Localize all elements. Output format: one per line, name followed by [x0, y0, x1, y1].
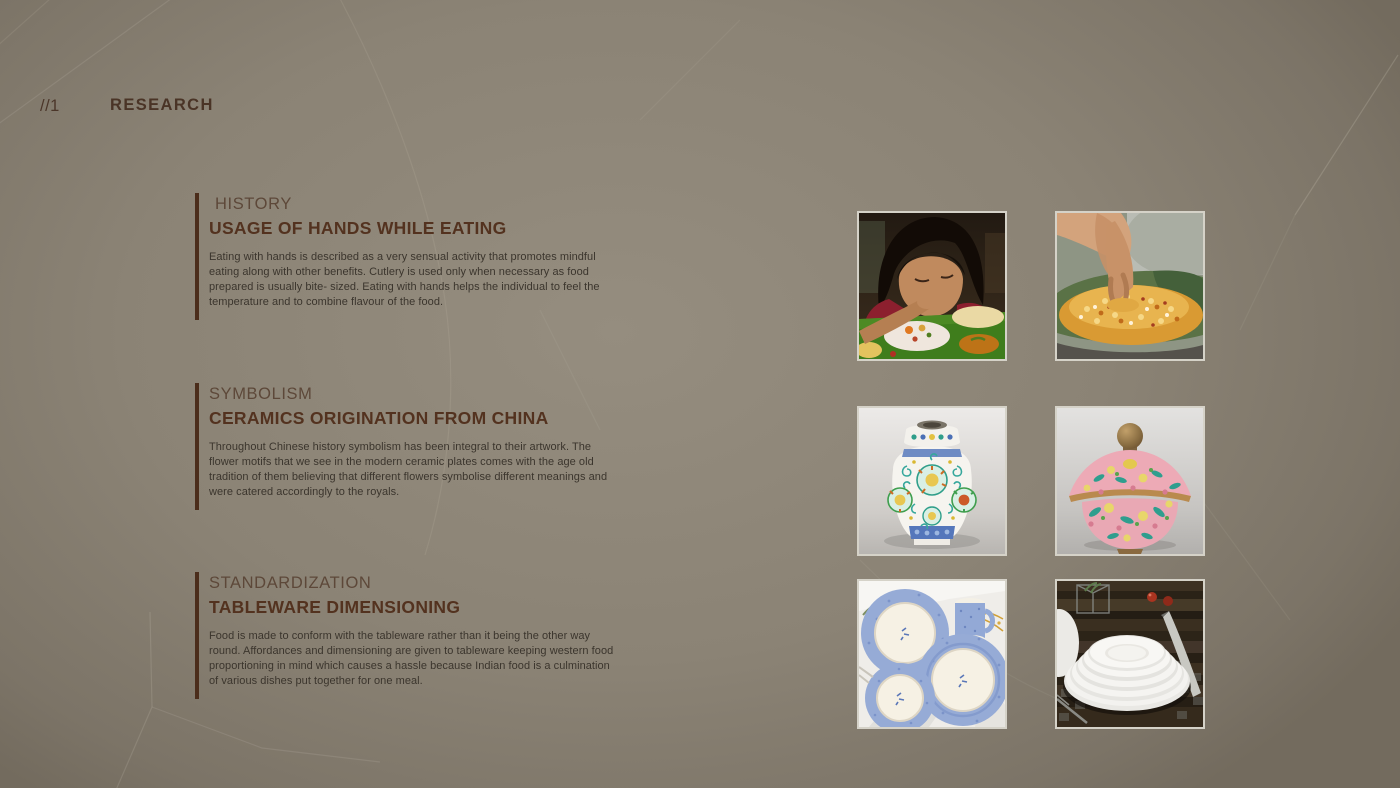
section-label: SYMBOLISM — [209, 385, 313, 403]
section-history — [195, 193, 633, 320]
section-label: HISTORY — [215, 195, 292, 213]
pink-famille-rose-covered-bowl-photo — [1055, 406, 1205, 556]
slide-number: //1 — [40, 97, 60, 115]
section-label: STANDARDIZATION — [209, 574, 372, 592]
section-body: Food is made to conform with the tableware rather than it being the other way round. Affordances and dimensioning are given to tableware keeping western food proportioning in mind which causes a hassle because Indian food is a culmination of various dishes put together for one meal. — [209, 630, 614, 687]
blue-white-ceramic-jar-photo — [857, 406, 1007, 556]
girl-eating-with-hands-photo — [857, 211, 1007, 361]
page-title: RESEARCH — [110, 96, 214, 114]
section-body: Eating with hands is described as a very sensual activity that promotes mindful eating along with other benefits. Cutlery is used only when necessary as food prepared is usually bite- sized. Eating with hands helps the individual to feel the temperature and to combine flavour of the food. — [209, 251, 600, 308]
hand-mixing-rice-on-banana-leaf-photo — [1055, 211, 1205, 361]
section-title: TABLEWARE DIMENSIONING — [209, 597, 461, 617]
section-title: CERAMICS ORIGINATION FROM CHINA — [209, 408, 549, 428]
section-title: USAGE OF HANDS WHILE EATING — [209, 218, 507, 238]
section-standardization — [195, 572, 633, 699]
section-body: Throughout Chinese history symbolism has been integral to their artwork. The flower motifs that we see in the modern ceramic plates comes with the age old tradition of them believing that different flowers symbolise different meanings and were catered accordingly to the royals. — [209, 441, 608, 498]
blue-rim-tableware-set-photo — [857, 579, 1007, 729]
white-plate-stack-photo — [1055, 579, 1205, 729]
section-symbolism — [195, 383, 633, 510]
